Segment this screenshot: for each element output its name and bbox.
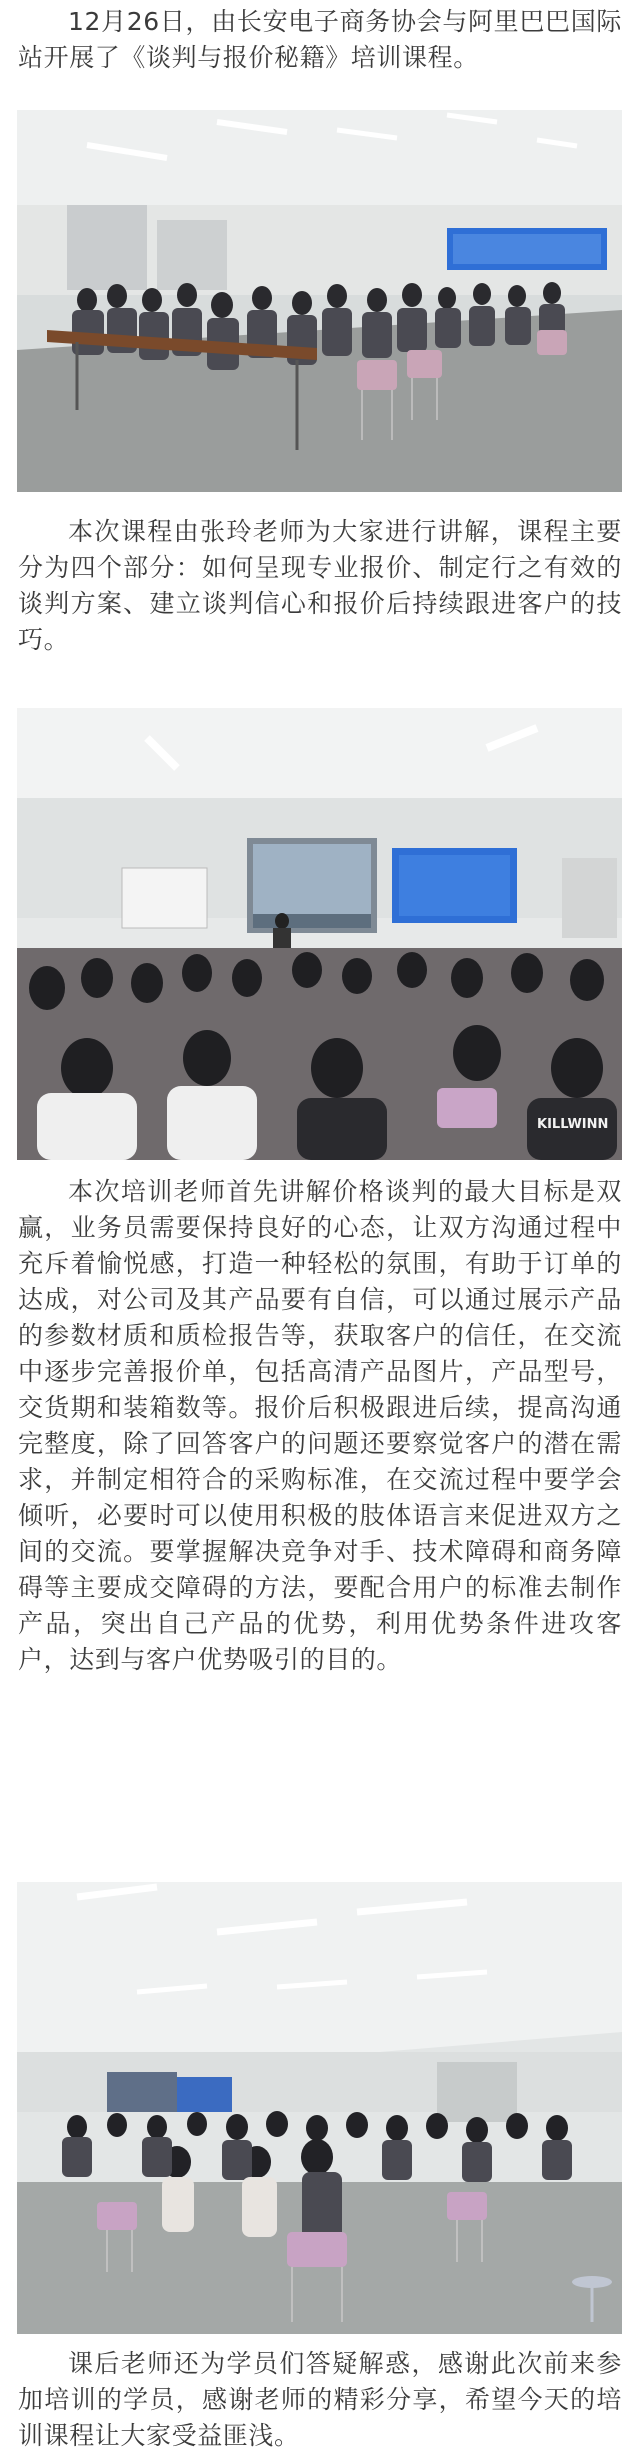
classroom-photo-3 [17, 1882, 622, 2334]
classroom-photo-1-image [17, 110, 622, 492]
front-screen [107, 2072, 177, 2112]
intro-paragraph: 12月26日，由长安电子商务协会与阿里巴巴国际站开展了《谈判与报价秘籍》培训课程。 [18, 7, 622, 72]
course-overview-paragraph: 本次课程由张玲老师为大家进行讲解，课程主要分为四个部分：如何呈现专业报价、制定行之有效的谈判方案、建立谈判信心和报价后持续跟进客户的技巧。 [18, 517, 622, 654]
classroom-photo-1 [17, 110, 622, 492]
classroom-photo-2-image [17, 708, 622, 1160]
classroom-photo-3-image [17, 1882, 622, 2334]
classroom-photo-2 [17, 708, 622, 1160]
shirt-text: KILLWINN [537, 1117, 609, 1132]
training-content-paragraph: 本次培训老师首先讲解价格谈判的最大目标是双赢，业务员需要保持良好的心态，让双方沟通过程中充斥着愉悦感，打造一种轻松的氛围，有助于订单的达成，对公司及其产品要有自信，可以通过展示产品的参数材质和质检报告等，获取客户的信任，在交流中逐步完善报价单，包括高清产品图片，产品型号，交货期和装箱数等。报价后积极跟进后续，提高沟通完整度，除了回答客户的问题还要察觉客户的潜在需求，并制定相符合的采购标准，在交流过程中要学会倾听，必要时可以使用积极的肢体语言来促进双方之间的交流。要掌握解决竞争对手、技术障碍和商务障碍等主要成交障碍的方法，要配合用户的标准去制作产品，突出自己产品的优势，利用优势条件进攻客户，达到与客户优势吸引的目的。 [18, 1177, 622, 1674]
closing-paragraph: 课后老师还为学员们答疑解惑，感谢此次前来参加培训的学员，感谢老师的精彩分享，希望今天的培训课程让大家受益匪浅。 [18, 2349, 622, 2450]
